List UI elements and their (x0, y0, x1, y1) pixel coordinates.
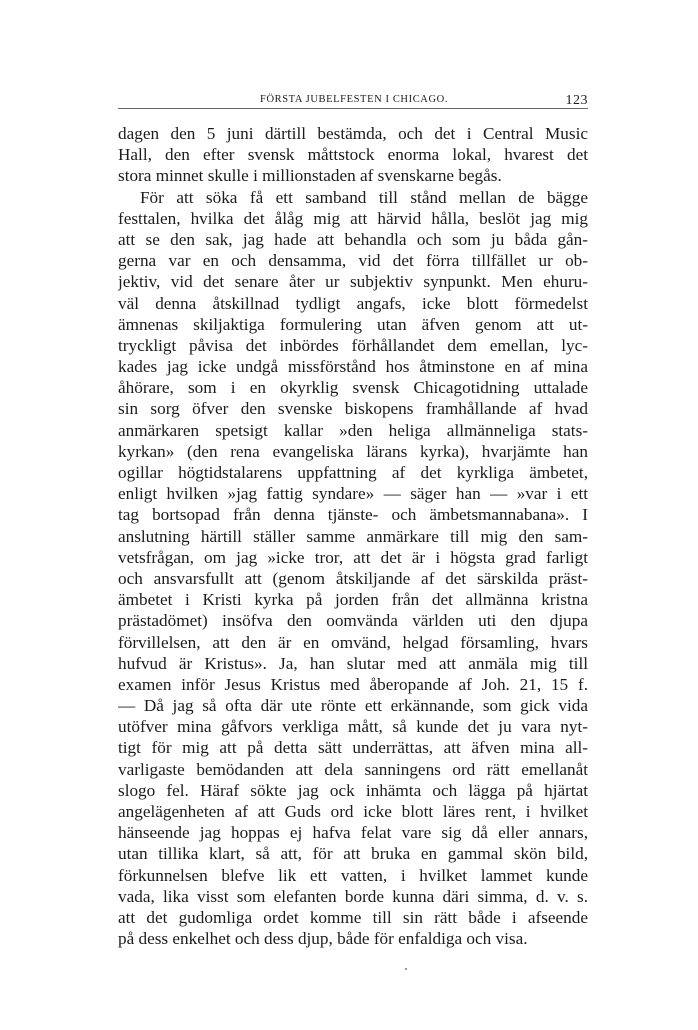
text-line: anslutning härtill ställer samme anmärkare till mig den sam- (118, 526, 588, 546)
text-line: examen inför Jesus Kristus med åberopande af Joh. 21, 15 f. (118, 674, 588, 694)
text-line: ämnenas skiljaktiga formulering utan äfven genom att ut- (118, 314, 588, 334)
text-line: jektiv, vid det senare åter ur subjektiv synpunkt. Men ehuru- (118, 272, 588, 292)
text-line: enligt hvilken »jag fattig syndare» — säger han — »var i ett (118, 484, 588, 504)
text-line: sin sorg öfver den svenske biskopens framhållande af hvad (118, 399, 588, 419)
text-line: anmärkaren spetsigt kallar »den heliga allmänneliga stats- (118, 420, 588, 440)
text-line: dagen den 5 juni därtill bestämda, och det i Central Music (118, 124, 588, 143)
text-line: på dess enkelhet och dess djup, både för enfaldiga och visa. (118, 929, 528, 949)
text-line: kyrkan» (den rena evangeliska lärans kyrka), hvarjämte han (118, 441, 588, 461)
text-line: utöfver mina gåfvors verkliga mått, så kunde det ju vara nyt- (118, 717, 588, 737)
text-line: För att söka få ett samband till stånd mellan de bägge (140, 187, 588, 207)
text-line: och ansvarsfullt att (genom åtskiljande af det särskilda präst- (118, 568, 588, 588)
text-line: hänseende jag hoppas ej hafva felat vare sig då eller annars, (118, 823, 588, 843)
text-line: att se den sak, jag hade att behandla och som ju båda gån- (118, 229, 588, 249)
text-line: tryckligt påvisa det inbördes förhållandet dem emellan, lyc- (118, 335, 588, 355)
text-line: festtalen, hvilka det ålåg mig att härvid hålla, beslöt jag mig (118, 208, 588, 228)
text-line: vetsfrågan, om jag »icke tror, att det är i högsta grad farligt (118, 547, 588, 567)
text-line: utan tillika klart, så att, för att bruka en gammal skön bild, (118, 844, 588, 864)
text-line: stora minnet skulle i millionstaden af svenskarne begås. (118, 166, 502, 186)
running-title: FÖRSTA JUBELFESTEN I CHICAGO. (260, 94, 449, 105)
text-line: tag bortsopad från denna tjänste- och ämbetsmannabana». I (118, 505, 588, 525)
text-line: — Då jag så ofta där ute rönte ett erkännande, som gick vida (118, 696, 588, 716)
text-line: att det gudomliga ordet komme till sin rätt både i afseende (118, 907, 588, 927)
text-line: angelägenheten af att Guds ord icke blott läres rent, i hvilket (118, 802, 588, 821)
text-line: ämbetet i Kristi kyrka på jorden från det allmänna kristna (118, 590, 588, 610)
text-line: varligaste bemödanden att dela sanningens ord rätt emellanåt (118, 759, 588, 779)
text-line: prästadömet) insöfva den oomvända världen uti den djupa (118, 611, 588, 631)
text-line: kades jag icke undgå missförstånd hos åtminstone en af mina (118, 357, 588, 377)
text-line: slogo fel. Häraf sökte jag ock inhämta och lägga på hjärtat (118, 780, 588, 800)
text-line: förvillelsen, att den är en omvänd, helgad församling, hvars (118, 632, 588, 652)
text-line: förkunnelsen blefve lik ett vatten, i hvilket lammet kunde (118, 865, 588, 885)
text-line: väl denna åtskillnad tydligt angafs, icke blott förmedelst (118, 293, 588, 313)
text-line: Hall, den efter svensk måttstock enorma lokal, hvarest det (118, 145, 588, 165)
print-speck (405, 968, 407, 970)
text-line: åhörare, som i en okyrklig svensk Chicagotidning uttalade (118, 378, 588, 398)
text-line: ogillar högtidstalarens uppfattning af det kyrkliga ämbetet, (118, 463, 588, 482)
text-line: tigt för mig att på detta sätt underrättas, att äfven mina all- (118, 738, 588, 758)
text-line: vada, lika visst som elefanten borde kunna däri simma, d. v. s. (118, 886, 588, 906)
text-line: hufvud är Kristus». Ja, han slutar med att anmäla mig till (118, 653, 588, 673)
body-text (118, 123, 588, 949)
text-line: gerna var en och densamma, vid det förra tillfället ur ob- (118, 251, 588, 271)
running-head (118, 94, 588, 109)
page-number: 123 (565, 93, 588, 108)
